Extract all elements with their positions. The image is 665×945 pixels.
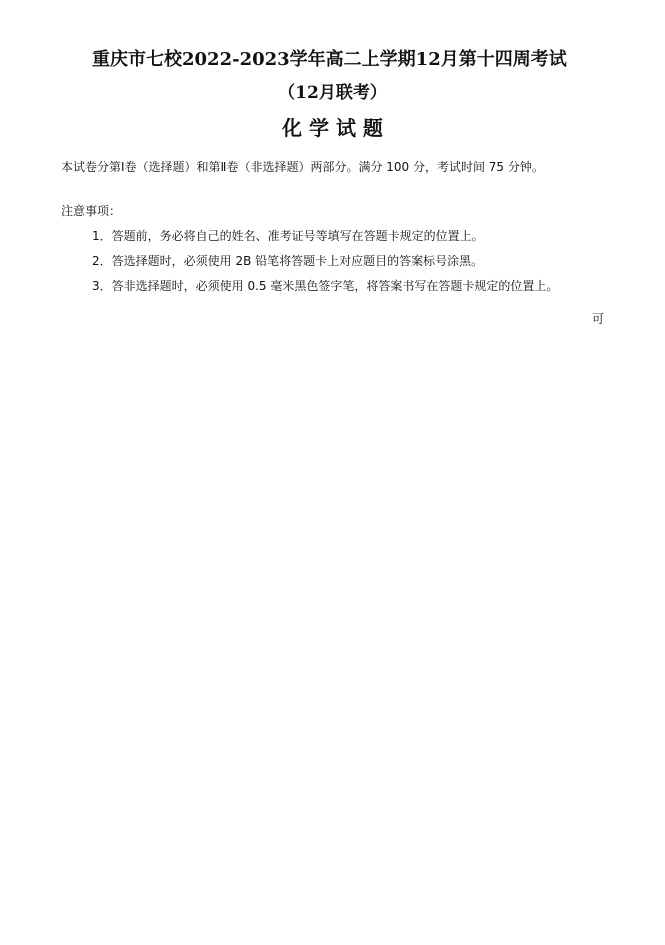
exam-subtitle: （12月联考） <box>278 83 387 103</box>
notice-item: 3．答非选择题时，必须使用 0.5 毫米黑色签字笔，将答案书写在答题卡规定的位置上。 <box>92 279 559 293</box>
notice-heading: 注意事项： <box>61 204 122 218</box>
notice-item: 1．答题前，务必将自己的姓名、准考证号等填写在答题卡规定的位置上。 <box>92 229 484 243</box>
notice-item: 2．答选择题时，必须使用 2B 铅笔将答题卡上对应题目的答案标号涂黑。 <box>92 254 484 268</box>
exam-introduction: 本试卷分第Ⅰ卷（选择题）和第Ⅱ卷（非选择题）两部分。满分 100 分，考试时间 75 分钟。 <box>61 160 544 174</box>
subject-title: 化 学 试 题 <box>282 116 383 140</box>
exam-title: 重庆市七校2022-2023学年高二上学期12月第十四周考试 <box>92 49 567 70</box>
page-mark: 可 <box>592 312 605 326</box>
